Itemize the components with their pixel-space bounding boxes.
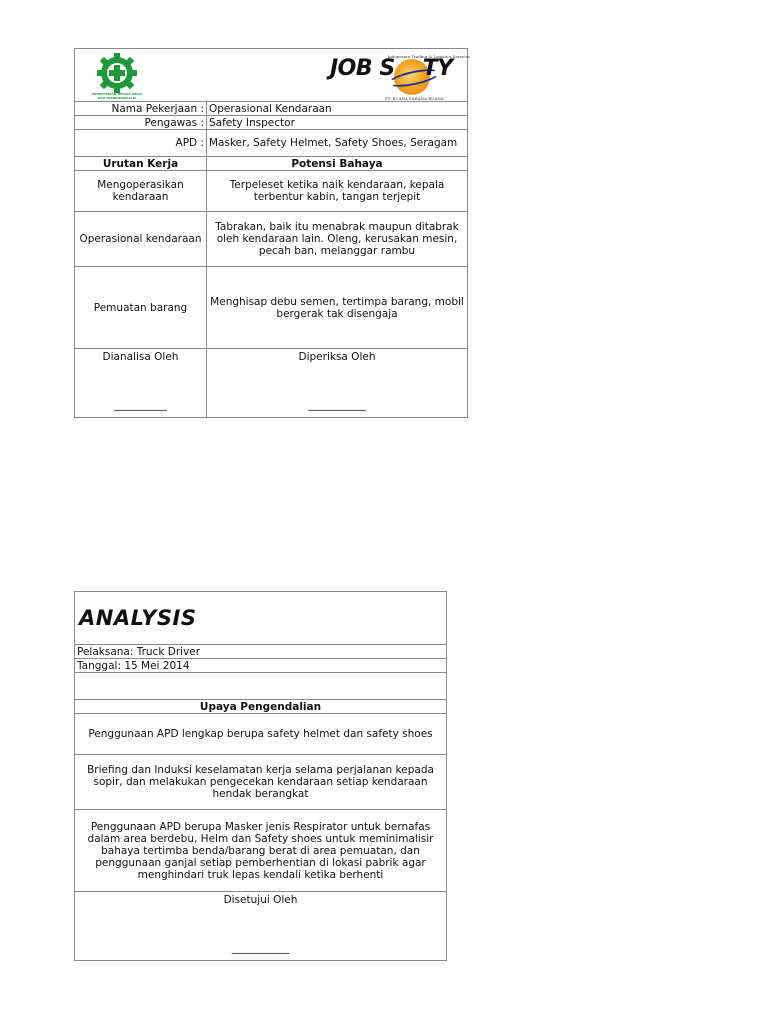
diperiksa-signature — [207, 349, 468, 418]
dianalisa-signature — [75, 349, 207, 418]
table-row — [75, 810, 447, 892]
logo-caption-line2: DAN TRANSMIGRASI RI — [97, 95, 137, 100]
urutan-kerja-header: Urutan Kerja — [75, 157, 207, 171]
table-row — [75, 171, 468, 212]
logo-caption-line1: KEMENTERIAN TENAGA KERJA — [91, 92, 143, 96]
analysis-sheet — [74, 591, 447, 961]
upaya-cell: Penggunaan APD lengkap berupa safety helmet dan safety shoes — [75, 714, 447, 755]
table-row — [75, 267, 468, 349]
table-row — [75, 714, 447, 755]
apd-value: Masker, Safety Helmet, Safety Shoes, Seragam — [207, 130, 468, 157]
tanggal-field: Tanggal: 15 Mei 2014 — [75, 659, 447, 673]
pelaksana-field: Pelaksana: Truck Driver — [75, 645, 447, 659]
upaya-cell: Briefing dan Induksi keselamatan kerja selama perjalanan kepada sopir, dan melakukan pengecekan kendaraan setiap kendaraan hendak berangkat — [75, 755, 447, 810]
diperiksa-line: ___________ — [308, 399, 366, 411]
table-row — [75, 755, 447, 810]
potensi-bahaya-header: Potensi Bahaya — [207, 157, 468, 171]
gear-cross-logo — [93, 52, 141, 100]
sheet-header — [75, 49, 468, 102]
upaya-cell: Penggunaan APD berupa Masker jenis Respirator untuk bernafas dalam area berdebu, Helm dan Safety shoes untuk meminimalisir bahaya tertimba benda/barang berat di area pemuatan, dan penggunaan ganjal setiap pemberhentian di lokasi pabrik agar menghindari truk lepas kendali ketika berhenti — [75, 810, 447, 892]
analysis-title: ANALYSIS — [75, 592, 447, 645]
empty-row — [75, 673, 447, 700]
urutan-cell: Mengoperasikan kendaraan — [75, 171, 207, 212]
brand-word-right: TY — [422, 56, 453, 81]
pengawas-value: Safety Inspector — [207, 116, 468, 130]
brand-word — [330, 56, 453, 81]
table-row — [75, 212, 468, 267]
job-safety-brand — [330, 51, 470, 99]
nama-pekerjaan-label: Nama Pekerjaan : — [75, 102, 207, 116]
potensi-cell: Menghisap debu semen, tertimpa barang, mobil bergerak tak disengaja — [207, 267, 468, 349]
potensi-cell: Tabrakan, baik itu menabrak maupun ditabrak oleh kendaraan lain. Oleng, kerusakan mesin, pecah ban, melanggar rambu — [207, 212, 468, 267]
urutan-cell: Pemuatan barang — [75, 267, 207, 349]
disetujui-signature — [75, 892, 447, 961]
disetujui-line: ___________ — [231, 942, 290, 954]
disetujui-label: Disetujui Oleh — [223, 894, 298, 906]
dianalisa-line: __________ — [114, 399, 167, 411]
upaya-pengendalian-header: Upaya Pengendalian — [75, 700, 447, 714]
brand-tagline: PT. BUANA SARANA BUANA — [385, 96, 444, 101]
brand-subtitle: Indonesian Trading & Logistics Services — [387, 54, 470, 59]
apd-label: APD : — [75, 130, 207, 157]
dianalisa-label: Dianalisa Oleh — [102, 351, 179, 363]
urutan-cell: Operasional kendaraan — [75, 212, 207, 267]
brand-word-left: JOB S — [330, 56, 395, 81]
job-safety-sheet — [74, 48, 468, 418]
nama-pekerjaan-value: Operasional Kendaraan — [207, 102, 468, 116]
potensi-cell: Terpeleset ketika naik kendaraan, kepala terbentur kabin, tangan terjepit — [207, 171, 468, 212]
pengawas-label: Pengawas : — [75, 116, 207, 130]
diperiksa-label: Diperiksa Oleh — [298, 351, 376, 363]
